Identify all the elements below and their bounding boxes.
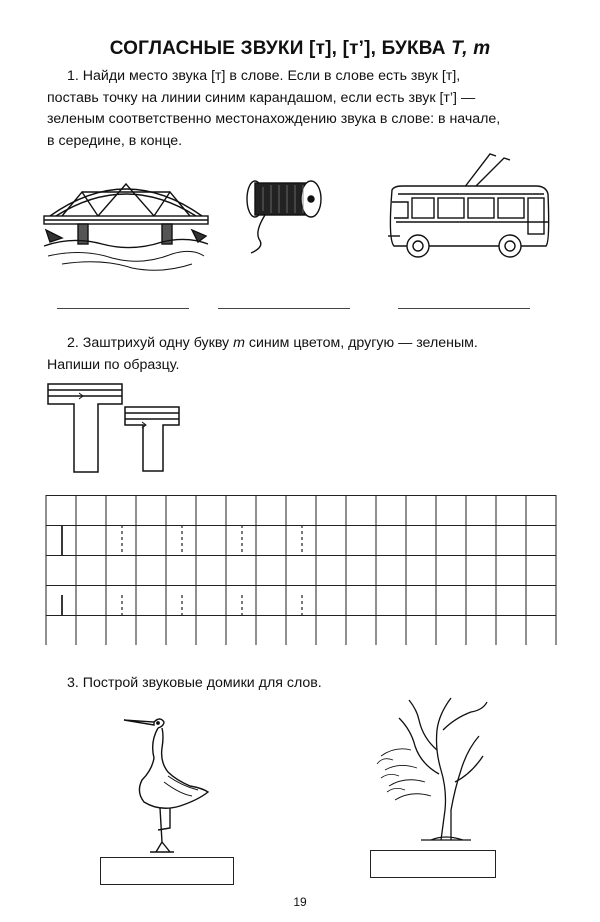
- task2-line2: Напиши по образцу.: [47, 356, 180, 373]
- page-title: [0, 38, 600, 60]
- task1-line: поставь точку на линии синим карандашом, если есть звук [т’] —: [47, 89, 476, 106]
- task2-line1: [67, 333, 478, 355]
- sound-house-box-tree[interactable]: [370, 850, 496, 878]
- task1-line: 1. Найди место звука [т] в слове. Если в слове есть звук [т],: [67, 68, 461, 84]
- task1-instructions: [47, 66, 501, 152]
- sound-house-box-stork[interactable]: [100, 857, 234, 885]
- letter-t-uppercase-outline[interactable]: [46, 382, 126, 474]
- task1-line: зеленым соответственно местонахождению звука в слове: в начале,: [47, 111, 501, 127]
- task1-line: в середине, в конце.: [47, 132, 183, 149]
- tree-picture: [375, 690, 495, 842]
- answer-line-1[interactable]: [57, 308, 189, 309]
- title-main: СОГЛАСНЫЕ ЗВУКИ [т], [т’], БУКВА: [109, 38, 452, 59]
- task2-line1-post: синим цветом, другую — зеленым.: [244, 335, 478, 351]
- stork-picture: [120, 712, 216, 858]
- task2-letter: т: [233, 335, 245, 351]
- task2-instructions: [47, 333, 478, 376]
- page-number: 19: [293, 895, 307, 909]
- task3-instructions: 3. Построй звуковые домики для слов.: [67, 675, 322, 691]
- trolleybus-picture: [378, 150, 556, 266]
- task2-line1-pre: 2. Заштрихуй одну букву: [67, 335, 234, 351]
- answer-line-2[interactable]: [218, 308, 350, 309]
- title-letters: Т, т: [451, 38, 491, 59]
- letter-t-lowercase-outline[interactable]: [123, 405, 183, 473]
- answer-line-3[interactable]: [398, 308, 530, 309]
- thread-spool-picture: [235, 175, 335, 255]
- writing-grid[interactable]: [45, 495, 557, 645]
- bridge-picture: [42, 168, 210, 278]
